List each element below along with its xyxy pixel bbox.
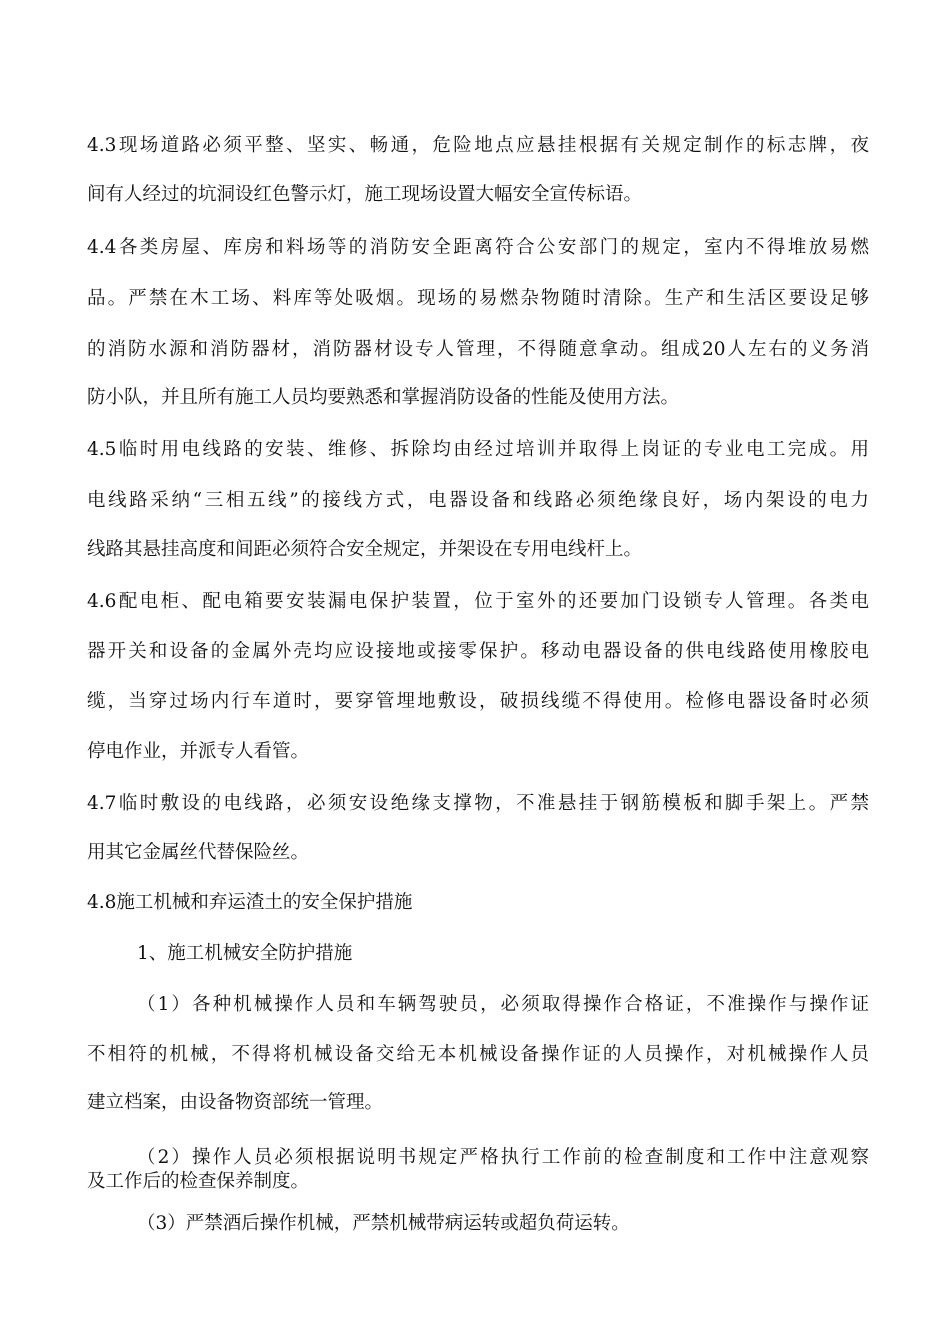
text-line: 4.5临时用电线路的安装、维修、拆除均由经过培训并取得上岗证的专业电工完成。用 — [87, 439, 869, 460]
text-line: 缆，当穿过场内行车道时，要穿管埋地敷设，破损线缆不得使用。检修电器设备时必须 — [87, 691, 869, 712]
text-line: 间有人经过的坑洞设红色警示灯，施工现场设置大幅安全宣传标语。 — [87, 184, 643, 205]
text-line: 电线路采纳“三相五线”的接线方式，电器设备和线路必须绝缘良好，场内架设的电力 — [87, 490, 869, 511]
text-line: 品。严禁在木工场、料库等处吸烟。现场的易燃杂物随时清除。生产和生活区要设足够 — [87, 288, 869, 309]
text-line: 器开关和设备的金属外壳均应设接地或接零保护。移动电器设备的供电线路使用橡胶电 — [87, 641, 869, 662]
text-line: 4.4各类房屋、库房和料场等的消防安全距离符合公安部门的规定，室内不得堆放易燃 — [87, 237, 869, 258]
text-line: 防小队，并且所有施工人员均要熟悉和掌握消防设备的性能及使用方法。 — [87, 387, 680, 408]
text-line: 4.6配电柜、配电箱要安装漏电保护装置，位于室外的还要加门设锁专人管理。各类电 — [87, 591, 869, 612]
text-line: （2）操作人员必须根据说明书规定严格执行工作前的检查制度和工作中注意观察 — [137, 1147, 869, 1168]
text-line: 停电作业，并派专人看管。 — [87, 741, 310, 762]
text-line: 不相符的机械，不得将机械设备交给无本机械设备操作证的人员操作，对机械操作人员 — [87, 1044, 869, 1065]
text-line: 线路其悬挂高度和间距必须符合安全规定，并架设在专用电线杆上。 — [87, 539, 643, 560]
section-heading: 4.8施工机械和弃运渣土的安全保护措施 — [87, 892, 413, 913]
subsection-heading: 1、施工机械安全防护措施 — [137, 943, 353, 964]
text-line: 4.3现场道路必须平整、坚实、畅通，危险地点应悬挂根据有关规定制作的标志牌，夜 — [87, 135, 869, 156]
text-line: （3）严禁酒后操作机械，严禁机械带病运转或超负荷运转。 — [137, 1213, 630, 1234]
text-line: 用其它金属丝代替保险丝。 — [87, 842, 310, 863]
text-line: 的消防水源和消防器材，消防器材设专人管理，不得随意拿动。组成20人左右的义务消 — [87, 339, 869, 360]
text-line: 建立档案，由设备物资部统一管理。 — [87, 1092, 384, 1113]
text-line: （1）各种机械操作人员和车辆驾驶员，必须取得操作合格证，不准操作与操作证 — [137, 994, 869, 1015]
text-line: 及工作后的检查保养制度。 — [87, 1171, 310, 1192]
text-line: 4.7临时敷设的电线路，必须安设绝缘支撑物，不准悬挂于钢筋模板和脚手架上。严禁 — [87, 793, 869, 814]
